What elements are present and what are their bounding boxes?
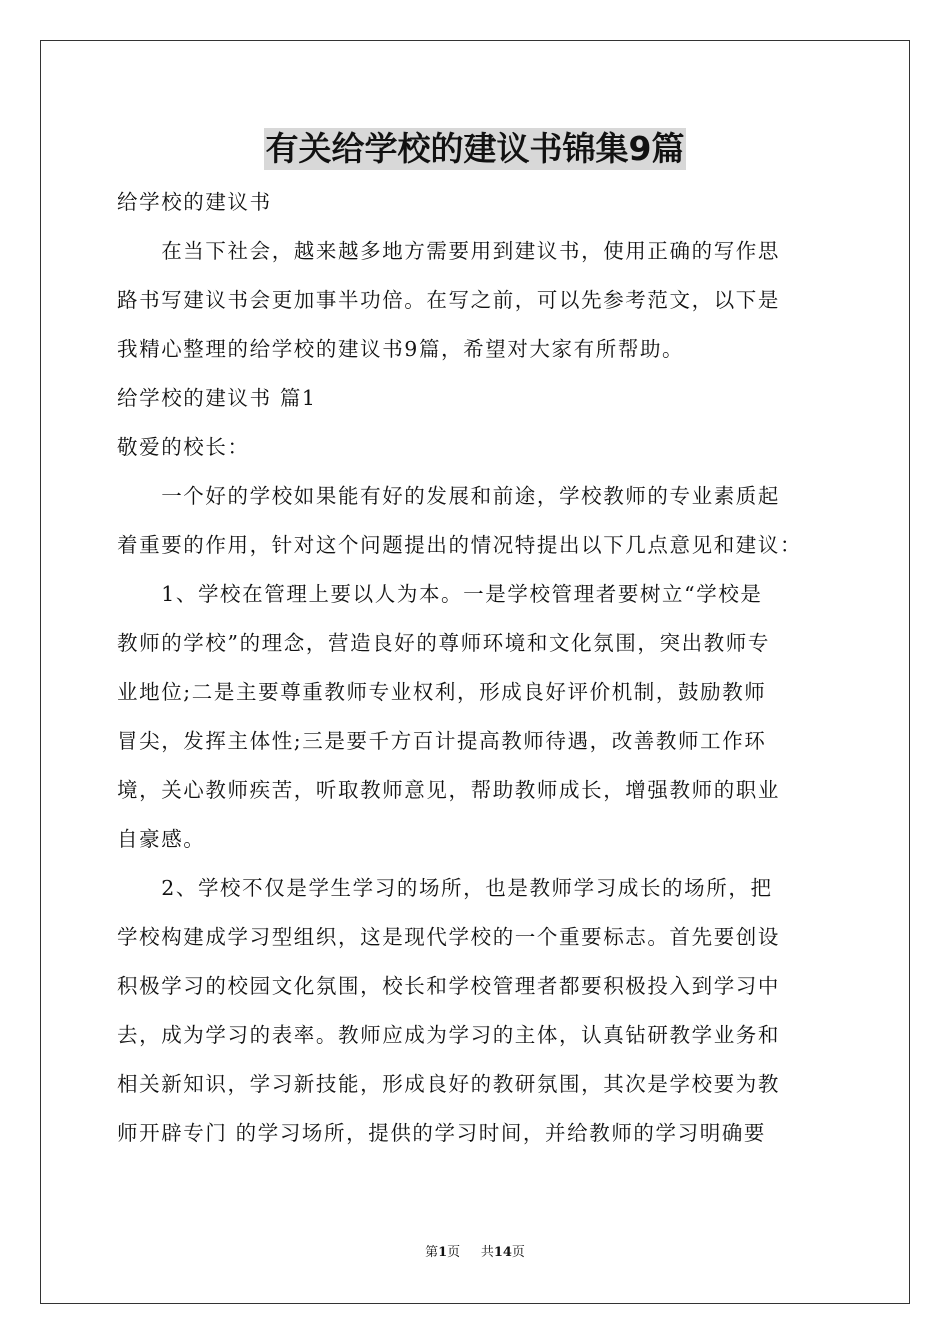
paragraph-line: 我精心整理的给学校的建议书9篇，希望对大家有所帮助。 [117,337,685,361]
total-prefix: 共 [480,1245,494,1260]
total-pages: 14 [493,1245,512,1260]
paragraph-line: 2、学校不仅是学生学习的场所，也是教师学习成长的场所，把 [117,876,773,900]
paragraph-line: 一个好的学校如果能有好的发展和前途，学校教师的专业素质起 [117,484,780,508]
page-suffix: 页 [447,1245,461,1260]
page-total [481,1244,525,1262]
paragraph-line: 自豪感。 [117,827,206,851]
page-footer [0,1244,950,1262]
current-page: 1 [438,1245,448,1260]
page-number [425,1244,460,1262]
document-body [117,178,835,1158]
paragraph-line: 业地位;二是主要尊重教师专业权利，形成良好评价机制，鼓励教师 [117,680,767,704]
paragraph-line: 路书写建议书会更加事半功倍。在写之前，可以先参考范文，以下是 [117,288,780,312]
title-container [0,128,950,170]
paragraph-line: 学校构建成学习型组织，这是现代学校的一个重要标志。首先要创设 [117,925,780,949]
salutation-line: 敬爱的校长： [117,435,250,459]
paragraph-line: 教师的学校”的理念，营造良好的尊师环境和文化氛围，突出教师专 [117,631,770,655]
document-title: 有关给学校的建议书锦集9篇 [265,129,685,168]
paragraph-line: 相关新知识，学习新技能，形成良好的教研氛围，其次是学校要为教 [117,1072,780,1096]
paragraph-line: 着重要的作用，针对这个问题提出的情况特提出以下几点意见和建议： [117,533,803,557]
section-heading: 给学校的建议书 篇1 [117,386,317,410]
paragraph-line: 境，关心教师疾苦，听取教师意见，帮助教师成长，增强教师的职业 [117,778,780,802]
paragraph-line: 1、学校在管理上要以人为本。一是学校管理者要树立“学校是 [117,582,763,606]
paragraph-line: 冒尖，发挥主体性;三是要千方百计提高教师待遇，改善教师工作环 [117,729,767,753]
total-suffix: 页 [511,1245,525,1260]
paragraph-line: 去，成为学习的表率。教师应成为学习的主体，认真钻研教学业务和 [117,1023,780,1047]
page-prefix: 第 [425,1245,439,1260]
subtitle-line: 给学校的建议书 [117,190,272,214]
paragraph-line: 在当下社会，越来越多地方需要用到建议书，使用正确的写作思 [117,239,780,263]
paragraph-line: 积极学习的校园文化氛围，校长和学校管理者都要积极投入到学习中 [117,974,780,998]
paragraph-line: 师开辟专门 的学习场所，提供的学习时间，并给教师的学习明确要 [117,1121,767,1145]
